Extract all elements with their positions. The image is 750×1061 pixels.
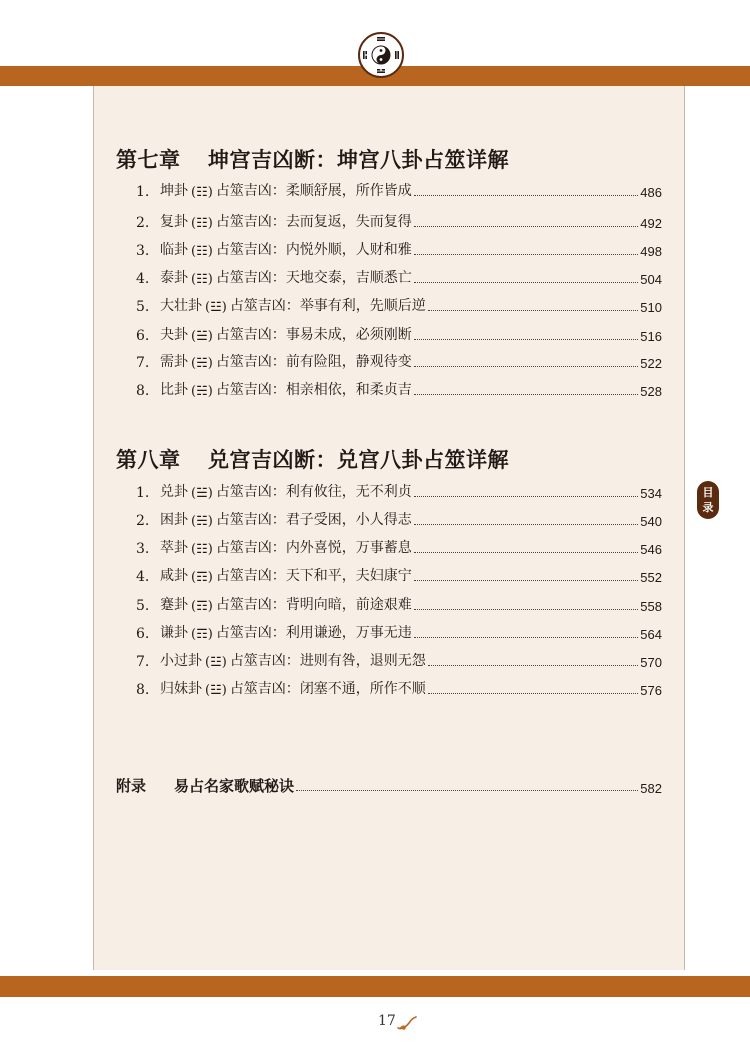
leader-dots bbox=[414, 339, 638, 340]
side-tab-char: 录 bbox=[702, 501, 714, 514]
entry-index: 8. bbox=[136, 383, 150, 399]
hexagram-icon: (☷) bbox=[191, 542, 213, 557]
entry-label: 占筮吉凶： bbox=[215, 270, 286, 286]
toc-entry[interactable] bbox=[136, 322, 662, 344]
hexagram-icon: (☱) bbox=[191, 329, 213, 344]
entry-index: 7. bbox=[136, 355, 150, 371]
entry-name: 比卦 bbox=[160, 382, 188, 398]
entry-name: 困卦 bbox=[160, 512, 188, 528]
chapter-number: 第七章 bbox=[116, 147, 181, 172]
leader-dots bbox=[414, 524, 638, 525]
entry-page: 504 bbox=[640, 272, 662, 287]
hexagram-icon: (☳) bbox=[205, 683, 227, 698]
entry-name: 复卦 bbox=[160, 214, 188, 230]
hexagram-icon: (☷) bbox=[191, 216, 213, 231]
entry-page: 534 bbox=[640, 486, 662, 501]
toc-entry[interactable] bbox=[136, 563, 662, 585]
toc-entry[interactable] bbox=[136, 676, 662, 698]
entry-desc: 相亲相依，和柔贞吉 bbox=[285, 382, 412, 398]
leader-dots bbox=[414, 609, 638, 610]
entry-label: 占筮吉凶： bbox=[215, 597, 286, 613]
entry-desc: 利用谦逊，万事无违 bbox=[285, 625, 412, 641]
entry-page: 492 bbox=[640, 216, 662, 231]
entry-label: 占筮吉凶： bbox=[229, 653, 300, 669]
hexagram-icon: (☵) bbox=[191, 356, 213, 371]
appendix-page: 582 bbox=[640, 781, 662, 796]
toc-entry[interactable] bbox=[136, 507, 662, 529]
entry-index: 8. bbox=[136, 682, 150, 698]
entry-page: 558 bbox=[640, 599, 662, 614]
entry-desc: 去而复返，失而复得 bbox=[285, 214, 412, 230]
entry-label: 占筮吉凶： bbox=[229, 681, 300, 697]
entry-name: 大壮卦 bbox=[160, 298, 202, 314]
entry-desc: 背明向暗，前途艰难 bbox=[285, 597, 412, 613]
entry-label: 占筮吉凶： bbox=[215, 568, 286, 584]
appendix-entry[interactable] bbox=[116, 772, 662, 796]
entry-index: 5. bbox=[136, 598, 150, 614]
entry-index: 3. bbox=[136, 243, 150, 259]
entry-desc: 天地交泰，吉顺悉亡 bbox=[285, 270, 412, 286]
bottom-band bbox=[0, 976, 750, 997]
entry-index: 6. bbox=[136, 626, 150, 642]
chapter-title: 坤宫吉凶断：坤宫八卦占筮详解 bbox=[208, 147, 509, 172]
leader-dots bbox=[414, 195, 638, 196]
toc-entry[interactable] bbox=[136, 648, 662, 670]
entry-desc: 内外喜悦，万事蓄息 bbox=[285, 540, 412, 556]
leader-dots bbox=[414, 552, 638, 553]
entry-desc: 内悦外顺，人财和雅 bbox=[285, 242, 412, 258]
entry-index: 4. bbox=[136, 271, 150, 287]
appendix-label: 附录 bbox=[116, 777, 147, 795]
toc-entry[interactable] bbox=[136, 592, 662, 614]
toc-entry[interactable] bbox=[136, 349, 662, 371]
hexagram-icon: (☵) bbox=[191, 384, 213, 399]
entry-index: 1. bbox=[136, 184, 150, 200]
hexagram-icon: (☷) bbox=[191, 185, 213, 200]
entry-index: 4. bbox=[136, 569, 150, 585]
leader-dots bbox=[414, 394, 638, 395]
toc-entry[interactable] bbox=[136, 293, 662, 315]
entry-name: 萃卦 bbox=[160, 540, 188, 556]
leader-dots bbox=[414, 366, 638, 367]
entry-page: 486 bbox=[640, 185, 662, 200]
hexagram-icon: (☷) bbox=[191, 272, 213, 287]
entry-label: 占筮吉凶： bbox=[215, 242, 286, 258]
hexagram-icon: (☶) bbox=[191, 570, 213, 585]
chapter-heading bbox=[116, 444, 509, 474]
contents-side-tab[interactable] bbox=[697, 481, 719, 519]
toc-entry[interactable] bbox=[136, 209, 662, 231]
hexagram-icon: (☳) bbox=[205, 655, 227, 670]
swirl-ornament-icon bbox=[396, 1015, 418, 1031]
chapter-heading bbox=[116, 144, 509, 174]
entry-name: 临卦 bbox=[160, 242, 188, 258]
entry-name: 归妹卦 bbox=[160, 681, 202, 697]
entry-label: 占筮吉凶： bbox=[215, 625, 286, 641]
page-folio bbox=[350, 1013, 430, 1033]
entry-desc: 闭塞不通，所作不顺 bbox=[299, 681, 426, 697]
entry-page: 570 bbox=[640, 655, 662, 670]
entry-label: 占筮吉凶： bbox=[215, 214, 286, 230]
leader-dots bbox=[414, 282, 638, 283]
page-number: 17 bbox=[378, 1013, 396, 1029]
entry-label: 占筮吉凶： bbox=[215, 183, 286, 199]
leader-dots bbox=[414, 496, 638, 497]
entry-page: 576 bbox=[640, 683, 662, 698]
hexagram-icon: (☷) bbox=[191, 244, 213, 259]
toc-entry[interactable] bbox=[136, 535, 662, 557]
entry-index: 2. bbox=[136, 215, 150, 231]
hexagram-icon: (☶) bbox=[191, 599, 213, 614]
entry-name: 小过卦 bbox=[160, 653, 202, 669]
leader-dots bbox=[414, 254, 638, 255]
entry-label: 占筮吉凶： bbox=[215, 512, 286, 528]
hexagram-icon: (☵) bbox=[191, 514, 213, 529]
entry-name: 谦卦 bbox=[160, 625, 188, 641]
hexagram-icon: (☳) bbox=[205, 300, 227, 315]
leader-dots bbox=[428, 310, 638, 311]
toc-entry[interactable] bbox=[136, 479, 662, 501]
entry-desc: 柔顺舒展，所作皆成 bbox=[285, 183, 412, 199]
entry-desc: 前有险阻，静观待变 bbox=[285, 354, 412, 370]
leader-dots bbox=[428, 693, 638, 694]
entry-label: 占筮吉凶： bbox=[215, 540, 286, 556]
entry-page: 564 bbox=[640, 627, 662, 642]
entry-page: 528 bbox=[640, 384, 662, 399]
entry-desc: 君子受困，小人得志 bbox=[285, 512, 412, 528]
entry-index: 6. bbox=[136, 328, 150, 344]
toc-entry[interactable] bbox=[136, 377, 662, 399]
appendix-title: 易占名家歌赋秘诀 bbox=[174, 777, 295, 795]
entry-desc: 进则有咎，退则无怨 bbox=[299, 653, 426, 669]
entry-name: 需卦 bbox=[160, 354, 188, 370]
yin-yang-bagua-icon bbox=[358, 32, 404, 78]
toc-entry[interactable] bbox=[136, 265, 662, 287]
entry-label: 占筮吉凶： bbox=[215, 327, 286, 343]
entry-index: 1. bbox=[136, 485, 150, 501]
entry-name: 泰卦 bbox=[160, 270, 188, 286]
entry-page: 522 bbox=[640, 356, 662, 371]
entry-index: 5. bbox=[136, 299, 150, 315]
chapter-number: 第八章 bbox=[116, 447, 181, 472]
entry-desc: 事易未成，必须刚断 bbox=[285, 327, 412, 343]
entry-desc: 举事有利，先顺后逆 bbox=[299, 298, 426, 314]
toc-entry[interactable] bbox=[136, 237, 662, 259]
hexagram-icon: (☱) bbox=[191, 486, 213, 501]
entry-name: 蹇卦 bbox=[160, 597, 188, 613]
toc-entry[interactable] bbox=[136, 178, 662, 200]
leader-dots bbox=[414, 226, 638, 227]
entry-desc: 利有攸往，无不利贞 bbox=[285, 484, 412, 500]
chapter-title: 兑宫吉凶断：兑宫八卦占筮详解 bbox=[208, 447, 509, 472]
entry-name: 坤卦 bbox=[160, 183, 188, 199]
entry-index: 3. bbox=[136, 541, 150, 557]
entry-name: 兑卦 bbox=[160, 484, 188, 500]
entry-name: 咸卦 bbox=[160, 568, 188, 584]
entry-page: 546 bbox=[640, 542, 662, 557]
side-tab-char: 目 bbox=[702, 486, 714, 499]
entry-label: 占筮吉凶： bbox=[215, 484, 286, 500]
entry-desc: 天下和平，夫妇康宁 bbox=[285, 568, 412, 584]
toc-entry[interactable] bbox=[136, 620, 662, 642]
entry-label: 占筮吉凶： bbox=[215, 382, 286, 398]
entry-name: 夬卦 bbox=[160, 327, 188, 343]
leader-dots bbox=[428, 665, 638, 666]
hexagram-icon: (☶) bbox=[191, 627, 213, 642]
entry-label: 占筮吉凶： bbox=[215, 354, 286, 370]
entry-index: 7. bbox=[136, 654, 150, 670]
entry-page: 540 bbox=[640, 514, 662, 529]
entry-page: 498 bbox=[640, 244, 662, 259]
entry-page: 552 bbox=[640, 570, 662, 585]
entry-page: 510 bbox=[640, 300, 662, 315]
entry-label: 占筮吉凶： bbox=[229, 298, 300, 314]
entry-page: 516 bbox=[640, 329, 662, 344]
entry-index: 2. bbox=[136, 513, 150, 529]
leader-dots bbox=[414, 637, 638, 638]
leader-dots bbox=[414, 580, 638, 581]
leader-dots bbox=[296, 790, 638, 791]
